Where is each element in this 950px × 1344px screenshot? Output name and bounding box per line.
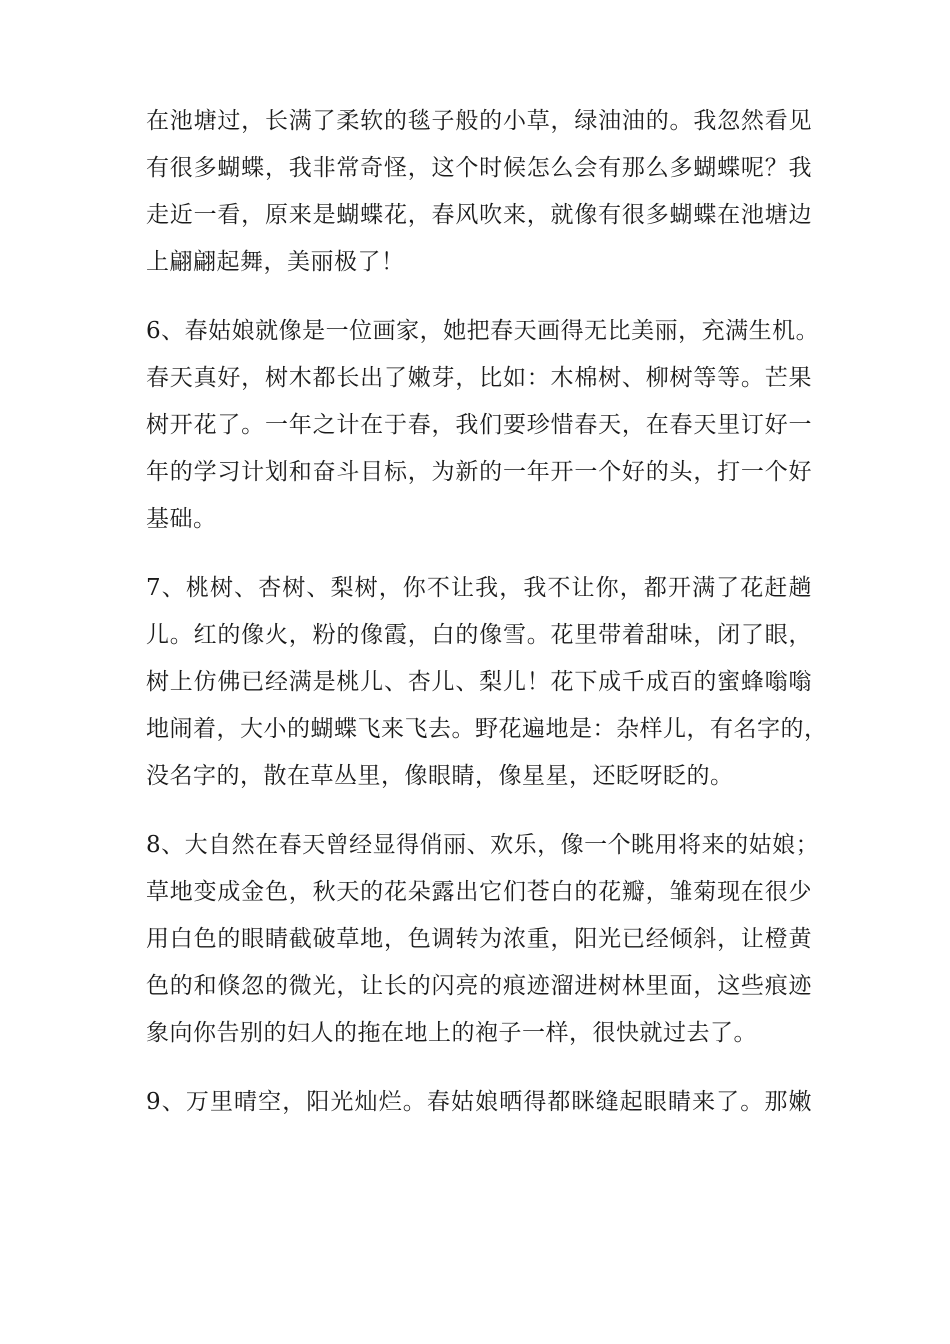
text-line: 上翩翩起舞，美丽极了！ — [146, 249, 405, 275]
text-line: 基础。 — [146, 506, 217, 532]
text-line: 象向你告别的妇人的拖在地上的袍子一样，很快就过去了。 — [146, 1020, 757, 1046]
text-line: 没名字的，散在草丛里，像眼睛，像星星，还眨呀眨的。 — [146, 763, 734, 789]
text-line: 年的学习计划和奋斗目标，为新的一年开一个好的头，打一个好 — [146, 459, 812, 485]
text-line: 色的和倏忽的微光，让长的闪亮的痕迹溜进树林里面，这些痕迹 — [146, 973, 812, 999]
text-line: 有很多蝴蝶，我非常奇怪，这个时候怎么会有那么多蝴蝶呢？我 — [146, 155, 812, 181]
paragraph-8 — [146, 822, 820, 1057]
text-line: 7、桃树、杏树、梨树，你不让我，我不让你，都开满了花赶趟 — [146, 575, 812, 601]
text-line: 走近一看，原来是蝴蝶花，春风吹来，就像有很多蝴蝶在池塘边 — [146, 202, 812, 228]
document-body — [146, 98, 828, 1148]
text-line: 6、春姑娘就像是一位画家，她把春天画得无比美丽，充满生机。 — [146, 318, 820, 344]
text-line: 8、大自然在春天曾经显得俏丽、欢乐，像一个眺用将来的姑娘； — [146, 832, 820, 858]
paragraph-continued — [146, 98, 812, 286]
paragraph-7 — [146, 565, 828, 800]
text-line: 儿。红的像火，粉的像霞，白的像雪。花里带着甜味，闭了眼， — [146, 622, 812, 648]
text-line: 在池塘过，长满了柔软的毯子般的小草，绿油油的。我忽然看见 — [146, 108, 812, 134]
text-line: 地闹着，大小的蝴蝶飞来飞去。野花遍地是：杂样儿，有名字的， — [146, 716, 828, 742]
text-line: 草地变成金色，秋天的花朵露出它们苍白的花瓣，雏菊现在很少 — [146, 879, 812, 905]
text-line: 用白色的眼睛截破草地，色调转为浓重，阳光已经倾斜，让橙黄 — [146, 926, 812, 952]
paragraph-9 — [146, 1079, 812, 1126]
text-line: 树上仿佛已经满是桃儿、杏儿、梨儿！花下成千成百的蜜蜂嗡嗡 — [146, 669, 812, 695]
paragraph-6 — [146, 308, 820, 543]
text-line: 9、万里晴空，阳光灿烂。春姑娘晒得都眯缝起眼睛来了。那嫩 — [146, 1089, 812, 1115]
text-line: 春天真好，树木都长出了嫩芽，比如：木棉树、柳树等等。芒果 — [146, 365, 812, 391]
text-line: 树开花了。一年之计在于春，我们要珍惜春天，在春天里订好一 — [146, 412, 812, 438]
